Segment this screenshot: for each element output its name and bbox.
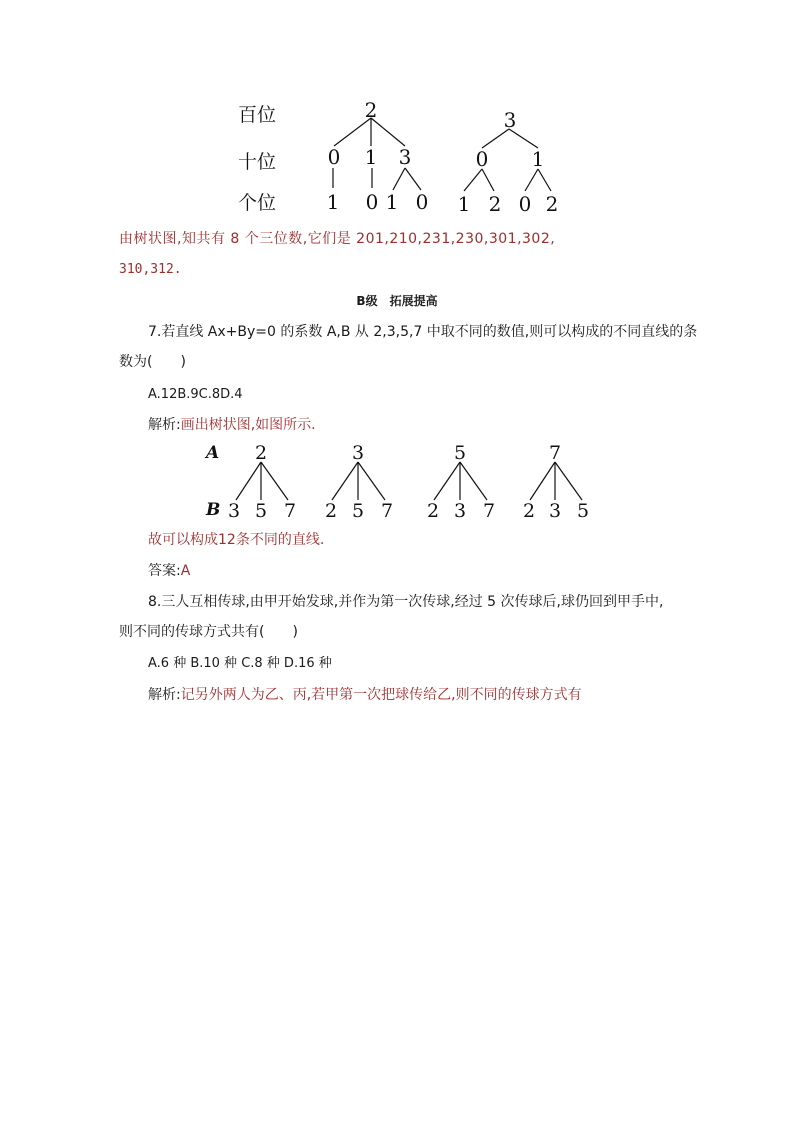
- tree2-svg: [0, 438, 794, 528]
- answer-label: 答案:: [148, 563, 181, 579]
- tree1-left-mid: 3: [398, 145, 412, 169]
- analysis-label: 解析:: [148, 687, 181, 703]
- solution6-line1: 由树状图,知共有 8 个三位数,它们是 201,210,231,230,301,302,: [119, 231, 556, 247]
- answer-value: A: [180, 563, 191, 579]
- tree1-right-leaf: 2: [545, 192, 559, 216]
- tree1-left-leaf: 0: [415, 190, 429, 214]
- analysis-text: 画出树状图,如图所示.: [180, 417, 316, 433]
- tree2-leaf: 3: [453, 500, 467, 522]
- tree2-root: 3: [351, 442, 365, 464]
- tree2-leaf: 2: [522, 500, 536, 522]
- tree1-left-leaf: 1: [385, 190, 399, 214]
- tree1-left-leaf: 1: [326, 190, 340, 214]
- tree2-leaf: 3: [548, 500, 562, 522]
- q7-conclusion: 故可以构成12条不同的直线.: [148, 532, 325, 548]
- tree2-leaf: 5: [576, 500, 590, 522]
- row-label-units: 个位: [238, 192, 277, 214]
- tree1-svg: [0, 0, 794, 230]
- tree1-right-leaf: 2: [488, 192, 502, 216]
- tree1-left-leaf: 0: [365, 190, 379, 214]
- q7-answer: [148, 561, 190, 581]
- q8-line2: 则不同的传球方式共有( ): [119, 624, 298, 640]
- tree1-right-mid: 1: [531, 147, 545, 171]
- tree1-left-mid: 0: [327, 145, 341, 169]
- tree1-left-root: 2: [364, 98, 378, 122]
- tree2-leaf: 7: [283, 500, 297, 522]
- row-label-tens: 十位: [238, 151, 277, 173]
- tree1-left-mid: 1: [364, 145, 378, 169]
- tree2-leaf: 7: [380, 500, 394, 522]
- row-label-hundreds: 百位: [238, 104, 277, 126]
- tree2-root: 7: [548, 442, 562, 464]
- analysis-label: 解析:: [148, 417, 181, 433]
- tree2-leaf: 2: [324, 500, 338, 522]
- tree2-leaf: 5: [254, 500, 268, 522]
- tree1-right-mid: 0: [475, 147, 489, 171]
- q8-line1: 8.三人互相传球,由甲开始发球,并作为第一次传球,经过 5 次传球后,球仍回到甲手中,: [148, 594, 664, 610]
- analysis-text: 记另外两人为乙、丙,若甲第一次把球传给乙,则不同的传球方式有: [180, 687, 582, 703]
- q7-options: A.12B.9C.8D.4: [148, 387, 243, 402]
- tree1-right-root: 3: [503, 108, 517, 132]
- q8-analysis: [148, 685, 582, 705]
- q7-line2: 数为( ): [119, 354, 186, 370]
- section-title: B级 拓展提高: [356, 294, 438, 308]
- tree2-leaf: 7: [482, 500, 496, 522]
- tree1-right-leaf: 0: [518, 192, 532, 216]
- q7-line1: 7.若直线 Ax+By=0 的系数 A,B 从 2,3,5,7 中取不同的数值,则可以构成的不同直线的条: [148, 324, 698, 340]
- tree2-leaf: 5: [351, 500, 365, 522]
- q8-options: A.6 种 B.10 种 C.8 种 D.16 种: [148, 656, 332, 671]
- tree1-right-leaf: 1: [457, 192, 471, 216]
- tree2-leaf: 2: [426, 500, 440, 522]
- solution6-line2: 310,312.: [119, 262, 182, 277]
- tree2-root: 2: [254, 442, 268, 464]
- tree2-label-b: B: [206, 500, 221, 520]
- tree2-root: 5: [453, 442, 467, 464]
- q7-analysis: [148, 415, 316, 435]
- tree2-leaf: 3: [227, 500, 241, 522]
- tree2-label-a: A: [206, 443, 220, 463]
